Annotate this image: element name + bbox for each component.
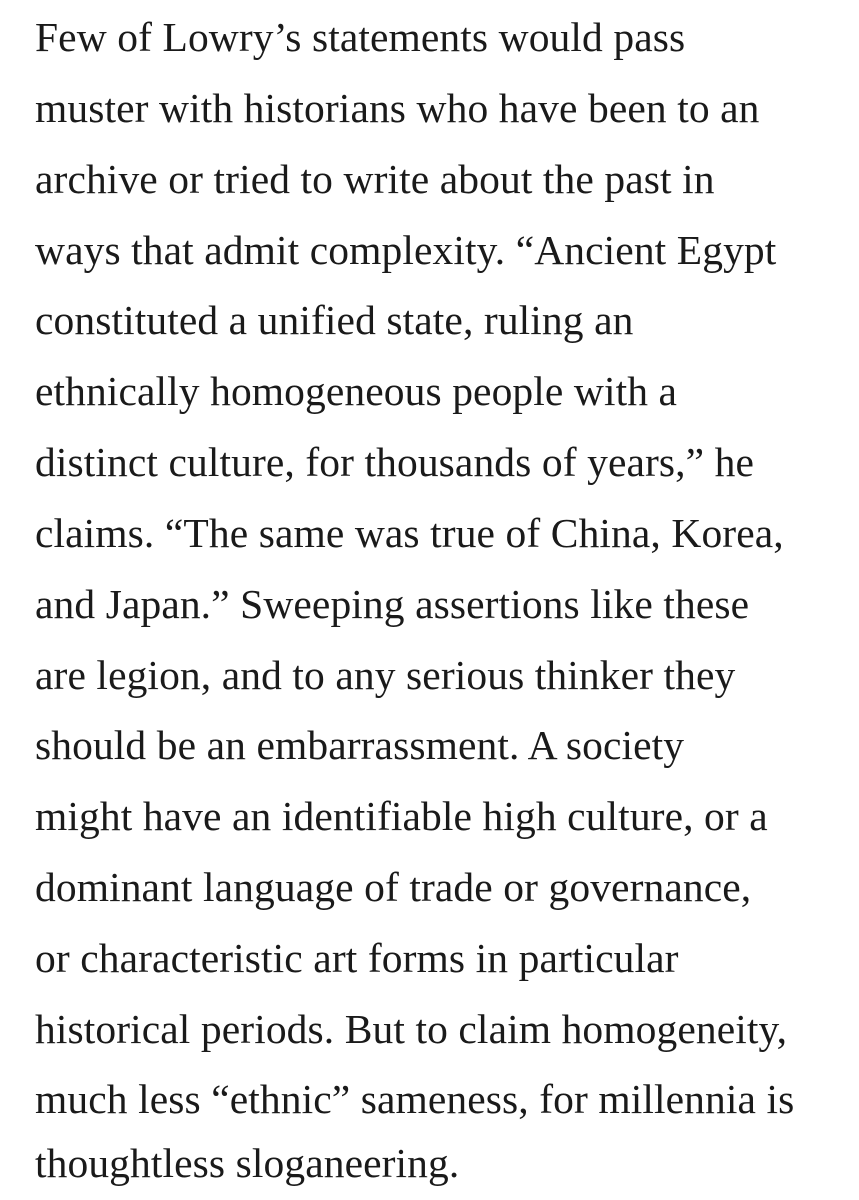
paragraph-line: claims. “The same was true of China, Korea, bbox=[35, 510, 784, 556]
paragraph-line: constituted a unified state, ruling an bbox=[35, 297, 634, 343]
paragraph-line: are legion, and to any serious thinker they bbox=[35, 652, 736, 698]
paragraph-line: or characteristic art forms in particular bbox=[35, 935, 679, 981]
paragraph-line: ethnically homogeneous people with a bbox=[35, 368, 678, 414]
paragraph-line: might have an identifiable high culture, or a bbox=[35, 793, 768, 839]
paragraph-line: archive or tried to write about the past in bbox=[35, 156, 715, 202]
paragraph-line: dominant language of trade or governance, bbox=[35, 864, 752, 910]
paragraph-line: ways that admit complexity. “Ancient Egypt bbox=[35, 227, 777, 273]
paragraph-line: and Japan.” Sweeping assertions like these bbox=[35, 581, 750, 627]
paragraph-line: historical periods. But to claim homogeneity, bbox=[35, 1006, 788, 1052]
paragraph-line: muster with historians who have been to an bbox=[35, 85, 760, 131]
paragraph-line: much less “ethnic” sameness, for millennia is bbox=[35, 1076, 795, 1122]
paragraph-line: Few of Lowry’s statements would pass bbox=[35, 14, 686, 60]
paragraph-line: should be an embarrassment. A society bbox=[35, 722, 685, 768]
paragraph-line: thoughtless sloganeering. bbox=[35, 1140, 460, 1186]
paragraph-line: distinct culture, for thousands of years,” he bbox=[35, 439, 755, 485]
